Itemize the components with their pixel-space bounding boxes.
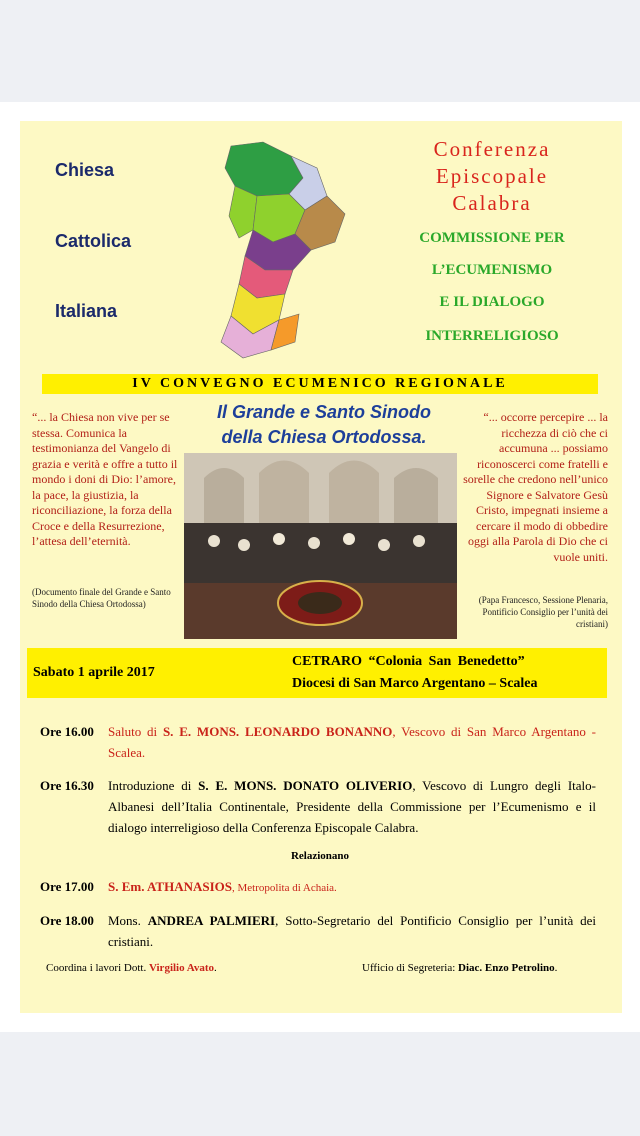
program-item-2 [36, 775, 596, 838]
commission-line4: INTERRELIGIOSO [425, 328, 559, 344]
quote-left: “... la Chiesa non vive per se stessa. Comunica la testimonianza del Vangelo di grazia e verità e offre a tutto il mondo i doni di Dio: l’amore, la pace, la giustizia, la riconciliazione, la forza della Croce e della Resurrezione, l’attesa dell’eternità. [32, 410, 178, 548]
program-item-4 [36, 910, 596, 952]
quote-right: “... occorre percepire ... la ricchezza di ciò che ci accumuna ... possiamo riconoscerci come fratelli e sorelle che credono nell’unico Signore e Salvatore Gesù Cristo, impegnati insieme a cercare il modo di obbedire oggi alla Parola di Dio che ci vuole uniti. [463, 410, 608, 564]
program-intro: Introduzione di [108, 778, 199, 793]
speakers-heading: Relazionano [290, 850, 350, 862]
synod-title-line1: Il Grande e Santo Sinodo [216, 402, 432, 422]
commission-line1: COMMISSIONE PER [419, 230, 565, 246]
program-time: Ore 16.30 [40, 778, 94, 793]
program-speaker: S. E. MONS. LEONARDO BONANNO [162, 724, 393, 739]
program-intro: Mons. [108, 913, 148, 928]
program-speaker: ANDREA PALMIERI [147, 913, 276, 928]
commission-line2: L’ECUMENISMO [431, 262, 553, 278]
program-role: , Vescovo di Lungro degli Italo-Albanesi dell’Italia Continentale, Presidente della Commissione per l’Ecumenismo e il dialogo interreligioso della Conferenza Episcopale Calabra. [108, 778, 596, 835]
calabria-map-illustration [195, 138, 365, 363]
event-location: CETRARO “Colonia San Benedetto” [292, 654, 525, 669]
program-speaker: S. E. MONS. DONATO OLIVERIO [198, 778, 413, 793]
program-speaker: S. Em. ATHANASIOS [108, 879, 233, 894]
program-role: , Vescovo di San Marco Argentano - Scalea. [108, 724, 596, 760]
citation-left: (Documento finale del Grande e Santo Sinodo della Chiesa Ortodossa) [32, 587, 171, 609]
program-time: Ore 16.00 [40, 724, 94, 739]
program-role: , Sotto-Segretario del Pontificio Consiglio per l’unità dei cristiani. [108, 913, 597, 949]
synod-title-line2: della Chiesa Ortodossa. [221, 427, 427, 447]
convention-banner: IV CONVEGNO ECUMENICO REGIONALE [42, 374, 598, 394]
left-word-chiesa: Chiesa [55, 160, 115, 180]
conference-title-line2: Episcopale [435, 164, 549, 188]
secretariat: Ufficio di Segreteria: Diac. Enzo Petrolino. [362, 962, 558, 974]
commission-line3: E IL DIALOGO [439, 294, 545, 310]
program-role: , Metropolita di Achaia. [232, 882, 337, 894]
bottom-band [0, 1032, 640, 1136]
program-time: Ore 18.00 [40, 913, 94, 928]
coordinator: Coordina i lavori Dott. Virgilio Avato. [46, 962, 217, 974]
program-item-3 [36, 876, 596, 899]
event-diocese: Diocesi di San Marco Argentano – Scalea [292, 676, 538, 691]
conference-title-line3: Calabra [452, 191, 532, 215]
program-time: Ore 17.00 [40, 879, 94, 894]
conference-title-line1: Conferenza [433, 137, 551, 161]
program-intro: Saluto di [108, 724, 163, 739]
top-band [0, 0, 640, 102]
program-item-1 [36, 721, 596, 763]
left-word-cattolica: Cattolica [55, 231, 132, 251]
cathedral-photo [184, 453, 457, 639]
left-word-italiana: Italiana [55, 301, 118, 321]
event-date: Sabato 1 aprile 2017 [33, 665, 155, 680]
citation-right: (Papa Francesco, Sessione Plenaria, Pontificio Consiglio per l’unità dei cristiani) [478, 595, 608, 629]
